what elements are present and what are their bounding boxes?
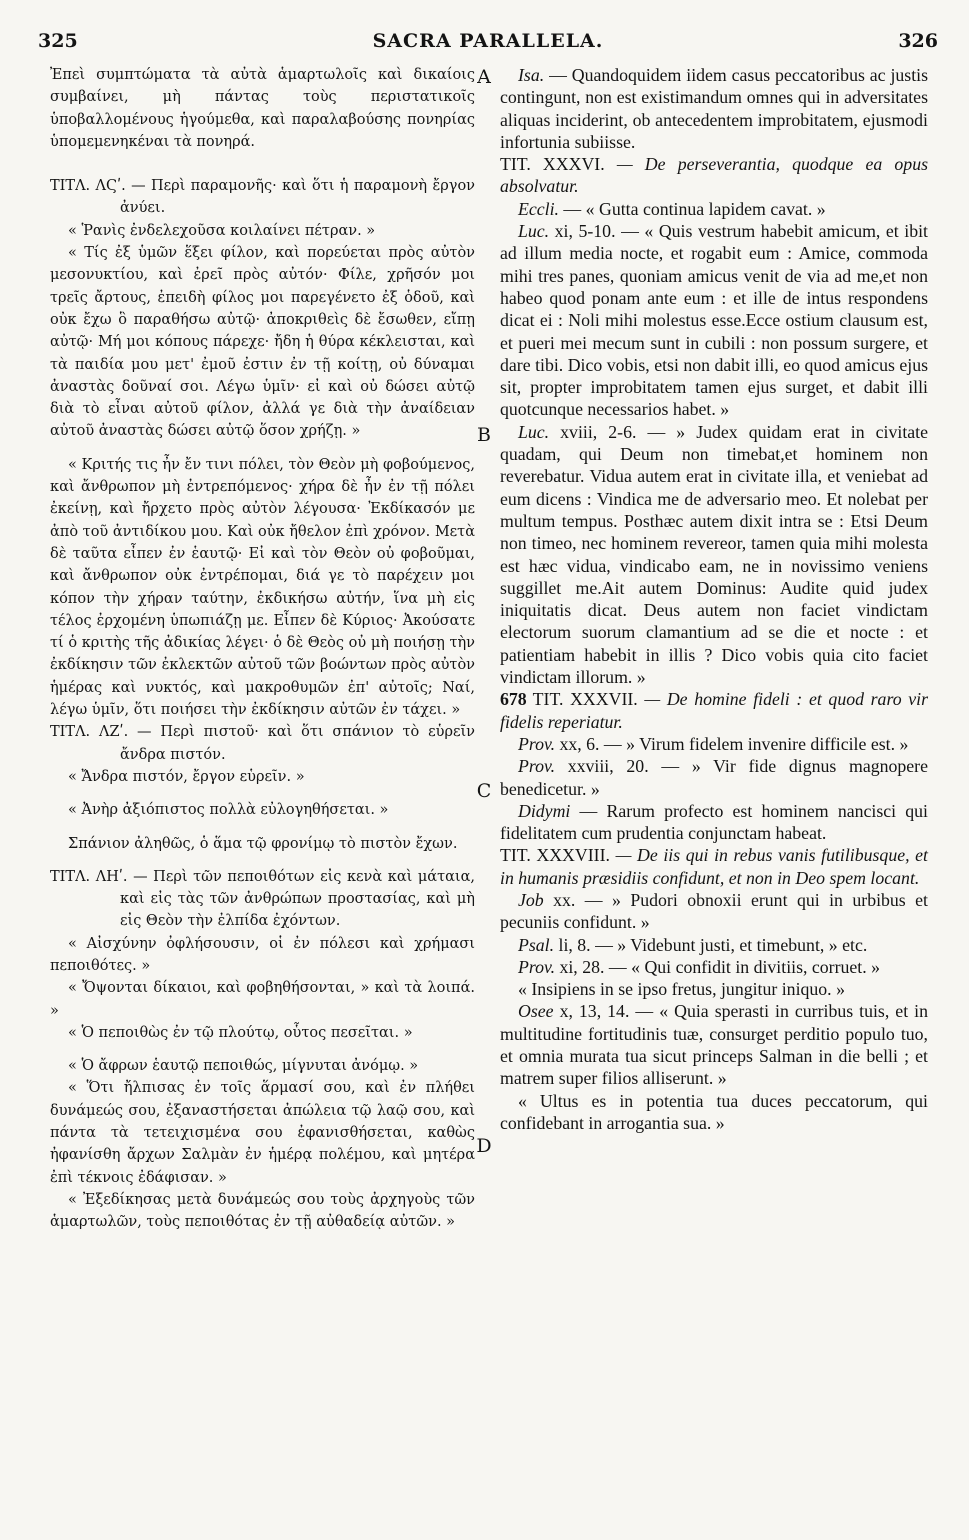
latin-title-36 bbox=[500, 153, 928, 198]
title-number: TIT. XXXVI. bbox=[500, 154, 605, 175]
greek-quote: « Τίς ἐξ ὑμῶν ἕξει φίλον, καὶ πορεύεται πρὸς αὐτὸν μεσονυκτίου, καὶ ἐρεῖ πρὸς αὐτόν· Φίλε, χρῆσόν μοι τρεῖς ἄρτους, ἐπειδὴ φίλος μοι παρεγένετο ἐξ ὁδοῦ, καὶ οὐκ ἔχω ὃ παραθήσω αὐτῷ· ἀποκριθεὶς δὲ ἔσωθεν, εἴπῃ αὐτῷ· Μή μοι κόπους πάρεχε· ἤδη ἡ θύρα κέκλεισται, καὶ τὰ παιδία μου μετ' ἐμοῦ ἐστιν ἐν τῇ κοίτῃ, οὐ δύναμαι ἀναστὰς δοῦναί σοι. Λέγω ὑμῖν· εἰ καὶ οὐ δώσει αὐτῷ διὰ τὸ εἶναι αὐτοῦ φίλον, ἀλλά γε διὰ τὴν ἀναίδειαν αὐτοῦ ἀναστὰς δώσει αὐτῷ ὅσον χρήζῃ. » bbox=[50, 245, 475, 440]
source-citation: xi, 5-10. bbox=[549, 221, 616, 242]
greek-intro: Ἐπεὶ συμπτώματα τὰ αὐτὰ ἁμαρτωλοῖς καὶ δικαίοις συμβαίνει, μὴ πάντας τοὺς περιστατικοῖς ὑποβαλλομένους ἡγούμεθα, καὶ παραλαβούσης πονηρίας ὑπομεμενηκέναι τὰ πονηρά. bbox=[50, 67, 475, 150]
latin-column bbox=[500, 64, 928, 1134]
title-description: — De iis qui in rebus vanis futilibusque, et in humanis præsidiis confidunt, et non in Deo spem locant. bbox=[500, 845, 928, 888]
latin-paragraph bbox=[500, 978, 928, 1000]
latin-paragraph bbox=[500, 421, 928, 689]
title-number: TIT. XXXVII. bbox=[532, 689, 638, 710]
source-ref: Didymi bbox=[518, 800, 571, 821]
latin-text: — « Quia sperasti in curribus tuis, et in multitudine fortitudinis tuæ, consurget perditio populo tuo, et omnia murata tua sicut princeps Salman in die belli ; et matrem super filios alliserunt. » bbox=[500, 1001, 928, 1089]
title-description: — De homine fideli : et quod raro vir fidelis reperiatur. bbox=[500, 689, 928, 732]
greek-quote: « Ἐξεδίκησας μετὰ δυνάμεώς σου τοὺς ἀρχηγοὺς τῶν ἁμαρτωλῶν, τοὺς πεποιθότας ἐν τῇ αὐθαδείᾳ αὐτῶν. » bbox=[50, 1191, 475, 1231]
latin-paragraph bbox=[500, 220, 928, 421]
latin-paragraph bbox=[500, 64, 928, 153]
latin-paragraph bbox=[500, 956, 928, 978]
greek-quote: « Ῥανὶς ἐνδελεχοῦσα κοιλαίνει πέτραν. » bbox=[68, 222, 376, 239]
latin-paragraph bbox=[500, 733, 928, 755]
greek-quote: Σπάνιον ἀληθῶς, ὁ ἅμα τῷ φρονίμῳ τὸ πιστὸν ἔχων. bbox=[68, 835, 458, 852]
margin-letter-a: A bbox=[477, 66, 491, 88]
margin-letter-b: B bbox=[477, 424, 491, 446]
latin-text: « Ultus es in potentia tua duces peccatorum, qui confidebant in arrogantia sua. » bbox=[500, 1090, 928, 1133]
source-citation: xx, 6. bbox=[555, 733, 600, 754]
latin-text: — » Videbunt justi, et timebunt, » etc. bbox=[590, 934, 868, 955]
latin-title-38 bbox=[500, 844, 928, 889]
latin-paragraph bbox=[500, 755, 928, 800]
greek-quote: « Ἄνδρα πιστόν, ἔργον εὑρεῖν. » bbox=[68, 768, 305, 785]
latin-text: — « Gutta continua lapidem cavat. » bbox=[558, 198, 826, 219]
latin-paragraph bbox=[500, 934, 928, 956]
source-ref: Luc. bbox=[518, 421, 550, 442]
greek-title-38: ΤΙΤΛ. ΛΗʹ. — Περὶ τῶν πεποιθότων εἰς κενὰ καὶ μάταια, καὶ εἰς τὰς τῶν ἀνθρώπων προστασίας, καὶ μὴ εἰς Θεὸν τὴν ἐλπίδα ἐχόντων. bbox=[50, 868, 475, 930]
source-citation: li, 8. bbox=[554, 934, 591, 955]
source-citation: xxviii, 20. bbox=[555, 756, 649, 777]
greek-quote: « Ὅτι ἤλπισας ἐν τοῖς ἅρμασί σου, καὶ ἐν πλήθει δυνάμεώς σου, ἐξαναστήσεται ἀπώλεια τῷ λαῷ σου, καὶ πάντα τὰ τετειχισμένα σου ἐφανισθήσεται, καθὼς ἠφανίσθη ἄρχων Σαλμὰν ἐν ἡμέρᾳ πολέμου, καὶ μητέρα ἐπὶ τέκνοις ἐδάφισαν. » bbox=[50, 1080, 475, 1186]
source-citation: xx. bbox=[543, 889, 576, 910]
greek-quote: « Ὄψονται δίκαιοι, καὶ φοβηθήσονται, » καὶ τὰ λοιπά. » bbox=[50, 980, 475, 1019]
latin-paragraph bbox=[500, 198, 928, 220]
latin-text: — » Virum fidelem invenire difficile est. » bbox=[599, 733, 909, 754]
latin-paragraph bbox=[500, 1000, 928, 1089]
greek-title-36: ΤΙΤΛ. ΛϚʹ. — Περὶ παραμονῆς· καὶ ὅτι ἡ παραμονὴ ἔργον ἀνύει. bbox=[50, 178, 475, 217]
latin-text: — « Qui confidit in divitiis, corruet. » bbox=[604, 956, 881, 977]
latin-text: — Quandoquidem iidem casus peccatoribus ac justis contingunt, non est existimandum omnes qui in adversitates aliquas inciderint, ob antecedentem improbitatem, ejusmodi infortunia subiisse. bbox=[500, 65, 928, 152]
source-ref: Job bbox=[518, 889, 544, 910]
latin-text: « Insipiens in se ipso fretus, jungitur iniquo. » bbox=[518, 979, 845, 1000]
greek-quote: « Ὁ πεποιθὼς ἐν τῷ πλούτῳ, οὗτος πεσεῖται. » bbox=[68, 1024, 413, 1041]
page-number-right: 326 bbox=[898, 30, 938, 52]
title-description: — De perseverantia, quodque ea opus absolvatur. bbox=[500, 154, 928, 197]
latin-paragraph bbox=[500, 889, 928, 934]
source-citation: x, 13, 14. bbox=[553, 1001, 630, 1022]
source-ref: Isa. bbox=[518, 65, 545, 85]
source-ref: Psal. bbox=[518, 934, 555, 955]
greek-quote: « Ἀνὴρ ἀξιόπιστος πολλὰ εὐλογηθήσεται. » bbox=[68, 802, 389, 819]
greek-title-37: ΤΙΤΛ. ΛΖʹ. — Περὶ πιστοῦ· καὶ ὅτι σπάνιον τὸ εὑρεῖν ἄνδρα πιστόν. bbox=[50, 724, 475, 763]
page-number-left: 325 bbox=[38, 30, 78, 52]
greek-quote: « Ὁ ἄφρων ἑαυτῷ πεποιθώς, μίγνυται ἀνόμῳ. » bbox=[68, 1058, 419, 1075]
source-ref: Prov. bbox=[518, 733, 556, 754]
latin-text: — Rarum profecto est hominem nancisci qui fidelitatem cum prudentia conjunctam habeat. bbox=[500, 800, 928, 844]
latin-text: — » Judex quidam erat in civitate quadam, qui Deum non timebat,et hominem non reverebatur. Vidua autem erat in civitate illa, et veniebat ad eum dicens : Vindica me de adversario meo. Et nolebat per multum tempus. Posthæc autem dixit intra se : Etsi Deum non timeo, nec hominem revereor, tamen quia mihi molesta est hæc vidua, vindicabo eam, ne in novissimo veniens suggillet me.Ait autem Dominus: Audite quid judex iniquitatis dicat. Deus autem non faciet vindictam electorum suorum clamantium ad se die et nocte : et patientiam habebit in illis ? Dico vobis quia cito faciet vindictam illorum. » bbox=[500, 421, 928, 688]
source-ref: Eccli. bbox=[518, 198, 559, 219]
margin-letter-d: D bbox=[476, 1135, 492, 1157]
greek-column bbox=[50, 64, 475, 1234]
latin-title-37 bbox=[500, 688, 928, 733]
latin-text: — » Vir fide dignus magnopere benedicetur. » bbox=[500, 756, 928, 799]
latin-paragraph bbox=[500, 800, 928, 845]
margin-letter-c: C bbox=[476, 780, 492, 802]
running-title: SACRA PARALLELA. bbox=[372, 30, 604, 52]
source-citation: xi, 28. bbox=[555, 956, 605, 977]
source-ref: Prov. bbox=[518, 956, 556, 977]
title-number: TIT. XXXVIII. bbox=[500, 845, 610, 866]
column-number: 678 bbox=[500, 689, 527, 710]
page-header bbox=[38, 30, 938, 56]
source-citation: xviii, 2-6. bbox=[549, 421, 637, 442]
latin-text: — « Quis vestrum habebit amicum, et ibit ad illum media nocte, et rogabit eum : Amice, commoda mihi tres panes, quoniam amicus venit de via ad me,et non habeo quod ponam ante eum : et ille de intus respondens dicat ei : Noli mihi molestus esse.Ecce ostium clausum est, et pueri mei mecum sunt in cubili : non possum surgere, et dare tibi. Dico vobis, etsi non dabit illi, eo quod amicus ejus sit, propter improbitatem tamen ejus surget, et dabit illi quotcunque necessarios habet. » bbox=[500, 221, 928, 420]
greek-quote: « Κριτής τις ἦν ἔν τινι πόλει, τὸν Θεὸν μὴ φοβούμενος, καὶ ἄνθρωπον μὴ ἐντρεπόμενος· χήρα δὲ ἦν ἐν τῇ πόλει ἐκείνῃ, καὶ ἤρχετο πρὸς αὐτὸν λέγουσα· Ἐκδίκασόν με ἀπὸ τοῦ ἀντιδίκου μου. Καὶ οὐκ ἤθελον ἐπὶ χρόνον. Μετὰ δὲ ταῦτα εἶπεν ἐν ἑαυτῷ· Εἰ καὶ τὸν Θεὸν οὐ φοβοῦμαι, καὶ ἄνθρωπον οὐκ ἐντρέπομαι, διά γε τὸ παρέχειν μοι κόπον τὴν χήραν ταύτην, ἐκδικήσω αὐτήν, ἵνα μὴ εἰς τέλος ἐρχομένη ὑπωπιάζῃ με. Εἶπεν δὲ Κύριος· Ἀκούσατε τί ὁ κριτὴς τῆς ἀδικίας λέγει· ὁ δὲ Θεὸς οὐ μὴ ποιήσῃ τὴν ἐκδίκησιν τῶν ἐκλεκτῶν αὐτοῦ τῶν βοώντων πρὸς αὐτὸν ἡμέρας καὶ νυκτός, καὶ μακροθυμῶν ἐπ' αὐτοῖς; Ναί, λέγω ὑμῖν, ὅτι ποιήσει τὴν ἐκδίκησιν αὐτῶν ἐν τάχει. » bbox=[50, 456, 475, 719]
source-ref: Luc. bbox=[518, 221, 550, 242]
latin-paragraph bbox=[500, 1090, 928, 1135]
source-ref: Prov. bbox=[518, 756, 556, 777]
latin-text: — » Pudori obnoxii erunt qui in urbibus et pecuniis confidunt. » bbox=[500, 889, 929, 933]
greek-quote: « Αἰσχύνην ὀφλήσουσιν, οἱ ἐν πόλεσι καὶ χρήμασι πεποιθότες. » bbox=[50, 935, 475, 974]
source-ref: Osee bbox=[518, 1001, 554, 1022]
